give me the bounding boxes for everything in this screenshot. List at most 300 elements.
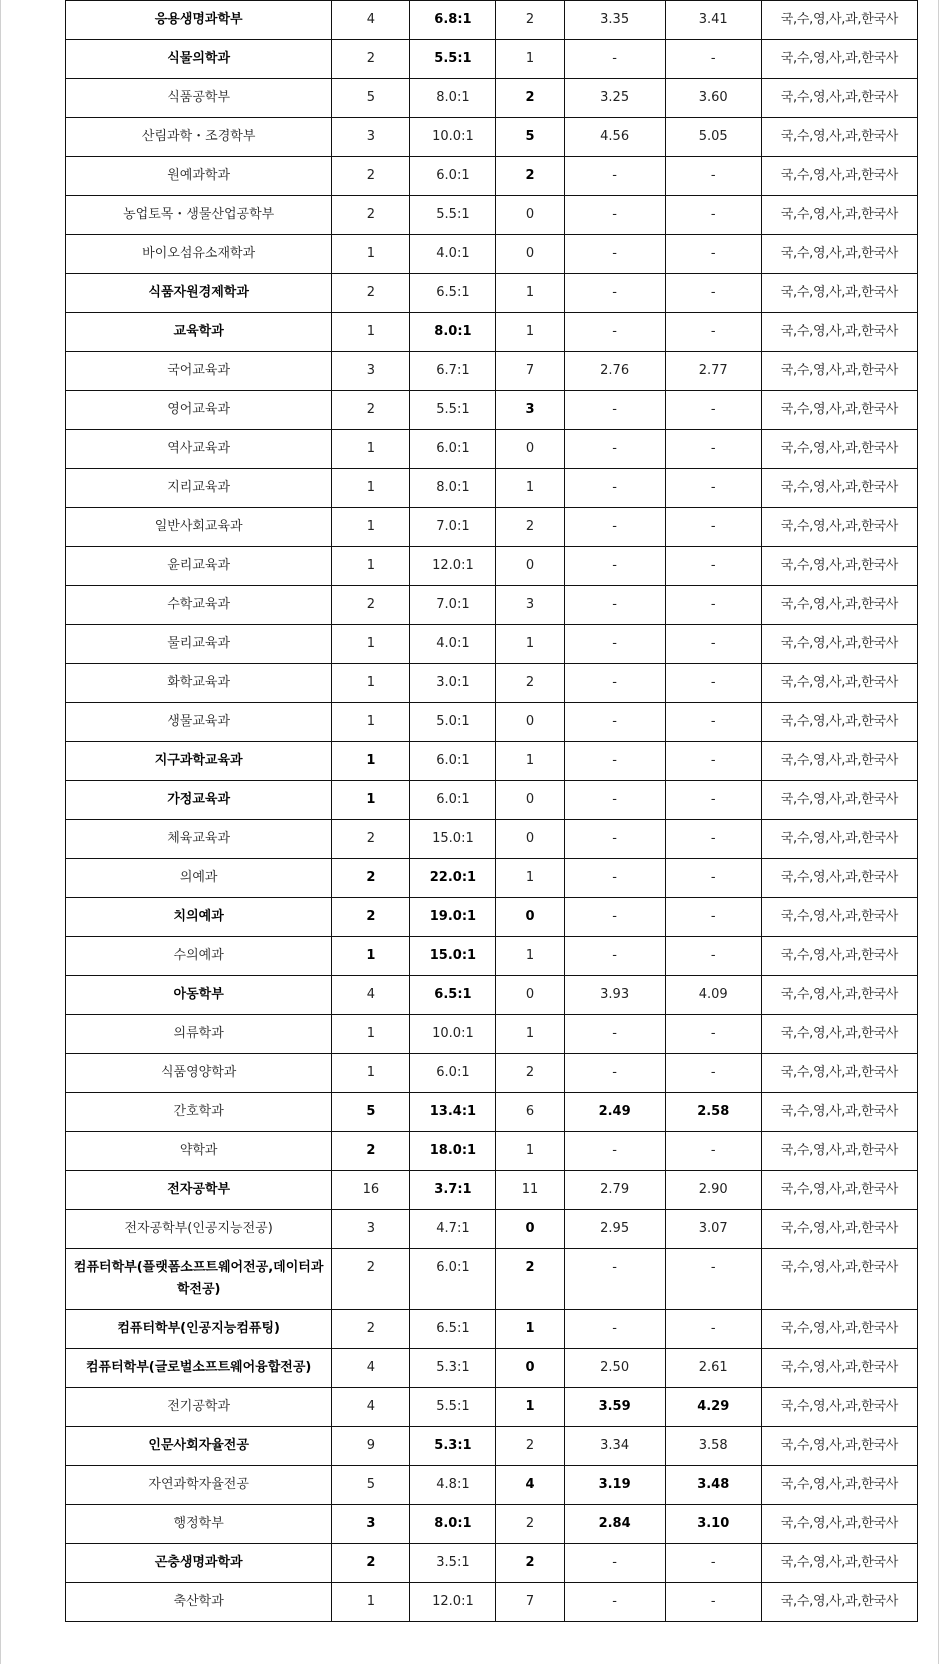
competition-ratio-cell: 6.8:1 [410,1,496,40]
required-subjects-cell: 국,수,영,사,과,한국사 [761,1466,917,1505]
required-subjects-cell: 국,수,영,사,과,한국사 [761,1583,917,1622]
grade-average-cell: - [564,1583,665,1622]
table-row [66,781,918,820]
waitlist-rank-cell: 2 [496,1,564,40]
department-name-cell: 식물의학과 [66,40,332,79]
grade-cutoff-cell: - [665,937,761,976]
table-row [66,79,918,118]
quota-cell: 5 [332,1093,410,1132]
quota-cell: 2 [332,859,410,898]
waitlist-rank-cell: 2 [496,79,564,118]
competition-ratio-cell: 5.5:1 [410,40,496,79]
grade-cutoff-cell: - [665,508,761,547]
table-row [66,742,918,781]
quota-cell: 4 [332,1388,410,1427]
required-subjects-cell: 국,수,영,사,과,한국사 [761,1310,917,1349]
competition-ratio-cell: 5.5:1 [410,196,496,235]
waitlist-rank-cell: 2 [496,1249,564,1310]
required-subjects-cell: 국,수,영,사,과,한국사 [761,586,917,625]
grade-cutoff-cell: - [665,820,761,859]
waitlist-rank-cell: 2 [496,1054,564,1093]
grade-cutoff-cell: 4.29 [665,1388,761,1427]
department-name-cell: 윤리교육과 [66,547,332,586]
waitlist-rank-cell: 2 [496,1427,564,1466]
quota-cell: 1 [332,1054,410,1093]
grade-average-cell: - [564,742,665,781]
waitlist-rank-cell: 1 [496,937,564,976]
required-subjects-cell: 국,수,영,사,과,한국사 [761,313,917,352]
department-name-cell: 컴퓨터학부(플랫폼소프트웨어전공,데이터과학전공) [66,1249,332,1310]
grade-cutoff-cell: 2.90 [665,1171,761,1210]
grade-cutoff-cell: - [665,1583,761,1622]
department-name-cell: 간호학과 [66,1093,332,1132]
grade-cutoff-cell: - [665,664,761,703]
required-subjects-cell: 국,수,영,사,과,한국사 [761,625,917,664]
table-row [66,1132,918,1171]
department-name-cell: 수의예과 [66,937,332,976]
department-name-cell: 지구과학교육과 [66,742,332,781]
grade-cutoff-cell: - [665,625,761,664]
required-subjects-cell: 국,수,영,사,과,한국사 [761,781,917,820]
quota-cell: 1 [332,742,410,781]
waitlist-rank-cell: 0 [496,547,564,586]
table-row [66,313,918,352]
competition-ratio-cell: 8.0:1 [410,1505,496,1544]
department-name-cell: 응용생명과학부 [66,1,332,40]
quota-cell: 4 [332,976,410,1015]
table-row [66,1093,918,1132]
required-subjects-cell: 국,수,영,사,과,한국사 [761,469,917,508]
grade-average-cell: - [564,40,665,79]
waitlist-rank-cell: 1 [496,859,564,898]
required-subjects-cell: 국,수,영,사,과,한국사 [761,1093,917,1132]
required-subjects-cell: 국,수,영,사,과,한국사 [761,1015,917,1054]
grade-cutoff-cell: - [665,430,761,469]
department-name-cell: 수학교육과 [66,586,332,625]
department-name-cell: 축산학과 [66,1583,332,1622]
competition-ratio-cell: 4.7:1 [410,1210,496,1249]
table-row [66,391,918,430]
competition-ratio-cell: 6.0:1 [410,1054,496,1093]
grade-cutoff-cell: 3.60 [665,79,761,118]
required-subjects-cell: 국,수,영,사,과,한국사 [761,703,917,742]
required-subjects-cell: 국,수,영,사,과,한국사 [761,859,917,898]
waitlist-rank-cell: 1 [496,1132,564,1171]
quota-cell: 4 [332,1349,410,1388]
table-row [66,1,918,40]
table-row [66,664,918,703]
admission-results-table [65,0,918,1622]
waitlist-rank-cell: 1 [496,313,564,352]
department-name-cell: 치의예과 [66,898,332,937]
quota-cell: 16 [332,1171,410,1210]
grade-average-cell: 3.59 [564,1388,665,1427]
waitlist-rank-cell: 0 [496,976,564,1015]
required-subjects-cell: 국,수,영,사,과,한국사 [761,1171,917,1210]
required-subjects-cell: 국,수,영,사,과,한국사 [761,976,917,1015]
grade-cutoff-cell: - [665,898,761,937]
table-row [66,1583,918,1622]
grade-average-cell: - [564,1544,665,1583]
grade-average-cell: 3.34 [564,1427,665,1466]
quota-cell: 4 [332,1,410,40]
table-row [66,1054,918,1093]
quota-cell: 1 [332,937,410,976]
required-subjects-cell: 국,수,영,사,과,한국사 [761,820,917,859]
quota-cell: 2 [332,157,410,196]
grade-average-cell: - [564,391,665,430]
required-subjects-cell: 국,수,영,사,과,한국사 [761,1544,917,1583]
grade-average-cell: 3.25 [564,79,665,118]
required-subjects-cell: 국,수,영,사,과,한국사 [761,118,917,157]
required-subjects-cell: 국,수,영,사,과,한국사 [761,430,917,469]
waitlist-rank-cell: 2 [496,508,564,547]
grade-cutoff-cell: - [665,196,761,235]
quota-cell: 1 [332,430,410,469]
grade-cutoff-cell: - [665,313,761,352]
competition-ratio-cell: 5.3:1 [410,1427,496,1466]
department-name-cell: 지리교육과 [66,469,332,508]
quota-cell: 2 [332,391,410,430]
table-row [66,898,918,937]
grade-cutoff-cell: - [665,1310,761,1349]
grade-cutoff-cell: 4.09 [665,976,761,1015]
grade-average-cell: 3.35 [564,1,665,40]
table-row [66,1505,918,1544]
grade-average-cell: - [564,469,665,508]
department-name-cell: 식품자원경제학과 [66,274,332,313]
grade-cutoff-cell: 3.48 [665,1466,761,1505]
table-row [66,508,918,547]
quota-cell: 1 [332,1015,410,1054]
competition-ratio-cell: 15.0:1 [410,937,496,976]
competition-ratio-cell: 5.5:1 [410,391,496,430]
department-name-cell: 인문사회자율전공 [66,1427,332,1466]
quota-cell: 2 [332,1310,410,1349]
competition-ratio-cell: 8.0:1 [410,469,496,508]
quota-cell: 2 [332,1544,410,1583]
competition-ratio-cell: 8.0:1 [410,79,496,118]
required-subjects-cell: 국,수,영,사,과,한국사 [761,1427,917,1466]
grade-cutoff-cell: - [665,157,761,196]
required-subjects-cell: 국,수,영,사,과,한국사 [761,1388,917,1427]
department-name-cell: 의류학과 [66,1015,332,1054]
table-row [66,1171,918,1210]
table-row [66,1349,918,1388]
department-name-cell: 국어교육과 [66,352,332,391]
waitlist-rank-cell: 1 [496,274,564,313]
department-name-cell: 산림과학・조경학부 [66,118,332,157]
table-row [66,235,918,274]
grade-average-cell: - [564,898,665,937]
quota-cell: 2 [332,820,410,859]
quota-cell: 1 [332,625,410,664]
department-name-cell: 곤충생명과학과 [66,1544,332,1583]
grade-average-cell: - [564,703,665,742]
department-name-cell: 컴퓨터학부(글로벌소프트웨어융합전공) [66,1349,332,1388]
table-row [66,1388,918,1427]
waitlist-rank-cell: 0 [496,820,564,859]
grade-cutoff-cell: - [665,781,761,820]
grade-average-cell: 3.19 [564,1466,665,1505]
grade-average-cell: - [564,1132,665,1171]
table-row [66,40,918,79]
grade-average-cell: 4.56 [564,118,665,157]
quota-cell: 3 [332,1210,410,1249]
grade-cutoff-cell: - [665,1249,761,1310]
grade-average-cell: 2.49 [564,1093,665,1132]
table-row [66,1466,918,1505]
grade-cutoff-cell: - [665,391,761,430]
grade-average-cell: - [564,1310,665,1349]
waitlist-rank-cell: 3 [496,586,564,625]
table-row [66,1249,918,1310]
grade-average-cell: 2.76 [564,352,665,391]
quota-cell: 2 [332,1132,410,1171]
grade-cutoff-cell: 3.07 [665,1210,761,1249]
waitlist-rank-cell: 3 [496,391,564,430]
table-row [66,1544,918,1583]
quota-cell: 5 [332,79,410,118]
grade-average-cell: - [564,157,665,196]
department-name-cell: 자연과학자율전공 [66,1466,332,1505]
waitlist-rank-cell: 2 [496,157,564,196]
waitlist-rank-cell: 0 [496,196,564,235]
required-subjects-cell: 국,수,영,사,과,한국사 [761,1210,917,1249]
grade-average-cell: 2.84 [564,1505,665,1544]
required-subjects-cell: 국,수,영,사,과,한국사 [761,664,917,703]
required-subjects-cell: 국,수,영,사,과,한국사 [761,157,917,196]
grade-cutoff-cell: - [665,1015,761,1054]
waitlist-rank-cell: 6 [496,1093,564,1132]
competition-ratio-cell: 10.0:1 [410,1015,496,1054]
grade-average-cell: - [564,937,665,976]
grade-average-cell: - [564,274,665,313]
department-name-cell: 물리교육과 [66,625,332,664]
waitlist-rank-cell: 2 [496,1505,564,1544]
table-row [66,1015,918,1054]
competition-ratio-cell: 6.0:1 [410,742,496,781]
required-subjects-cell: 국,수,영,사,과,한국사 [761,352,917,391]
required-subjects-cell: 국,수,영,사,과,한국사 [761,1505,917,1544]
competition-ratio-cell: 8.0:1 [410,313,496,352]
competition-ratio-cell: 6.0:1 [410,157,496,196]
department-name-cell: 아동학부 [66,976,332,1015]
table-row [66,703,918,742]
grade-cutoff-cell: - [665,586,761,625]
quota-cell: 2 [332,274,410,313]
grade-cutoff-cell: - [665,40,761,79]
required-subjects-cell: 국,수,영,사,과,한국사 [761,391,917,430]
grade-average-cell: - [564,586,665,625]
waitlist-rank-cell: 1 [496,40,564,79]
quota-cell: 1 [332,235,410,274]
quota-cell: 1 [332,508,410,547]
grade-average-cell: - [564,625,665,664]
department-name-cell: 원예과학과 [66,157,332,196]
competition-ratio-cell: 18.0:1 [410,1132,496,1171]
waitlist-rank-cell: 1 [496,625,564,664]
grade-average-cell: - [564,664,665,703]
quota-cell: 3 [332,118,410,157]
department-name-cell: 식품영양학과 [66,1054,332,1093]
department-name-cell: 가정교육과 [66,781,332,820]
quota-cell: 1 [332,781,410,820]
waitlist-rank-cell: 1 [496,469,564,508]
waitlist-rank-cell: 7 [496,1583,564,1622]
grade-cutoff-cell: 3.10 [665,1505,761,1544]
department-name-cell: 영어교육과 [66,391,332,430]
table-row [66,274,918,313]
quota-cell: 1 [332,664,410,703]
required-subjects-cell: 국,수,영,사,과,한국사 [761,547,917,586]
quota-cell: 2 [332,196,410,235]
waitlist-rank-cell: 1 [496,1388,564,1427]
waitlist-rank-cell: 1 [496,1015,564,1054]
required-subjects-cell: 국,수,영,사,과,한국사 [761,508,917,547]
competition-ratio-cell: 5.0:1 [410,703,496,742]
department-name-cell: 식품공학부 [66,79,332,118]
grade-average-cell: - [564,859,665,898]
required-subjects-cell: 국,수,영,사,과,한국사 [761,40,917,79]
waitlist-rank-cell: 0 [496,1349,564,1388]
grade-average-cell: - [564,1249,665,1310]
grade-average-cell: 2.50 [564,1349,665,1388]
waitlist-rank-cell: 1 [496,1310,564,1349]
grade-cutoff-cell: - [665,1544,761,1583]
competition-ratio-cell: 6.5:1 [410,274,496,313]
required-subjects-cell: 국,수,영,사,과,한국사 [761,1054,917,1093]
department-name-cell: 전자공학부 [66,1171,332,1210]
department-name-cell: 생물교육과 [66,703,332,742]
grade-average-cell: - [564,508,665,547]
grade-cutoff-cell: 2.58 [665,1093,761,1132]
grade-cutoff-cell: - [665,1054,761,1093]
competition-ratio-cell: 6.5:1 [410,1310,496,1349]
grade-average-cell: - [564,430,665,469]
waitlist-rank-cell: 2 [496,664,564,703]
required-subjects-cell: 국,수,영,사,과,한국사 [761,937,917,976]
table-row [66,976,918,1015]
grade-average-cell: - [564,196,665,235]
table-body [66,1,918,1622]
grade-cutoff-cell: - [665,274,761,313]
waitlist-rank-cell: 0 [496,781,564,820]
required-subjects-cell: 국,수,영,사,과,한국사 [761,1249,917,1310]
table-row [66,586,918,625]
department-name-cell: 전자공학부(인공지능전공) [66,1210,332,1249]
quota-cell: 1 [332,1583,410,1622]
table-row [66,1210,918,1249]
competition-ratio-cell: 3.5:1 [410,1544,496,1583]
required-subjects-cell: 국,수,영,사,과,한국사 [761,1,917,40]
waitlist-rank-cell: 0 [496,430,564,469]
competition-ratio-cell: 12.0:1 [410,547,496,586]
department-name-cell: 역사교육과 [66,430,332,469]
table-row [66,820,918,859]
department-name-cell: 교육학과 [66,313,332,352]
department-name-cell: 행정학부 [66,1505,332,1544]
grade-cutoff-cell: - [665,742,761,781]
quota-cell: 2 [332,586,410,625]
required-subjects-cell: 국,수,영,사,과,한국사 [761,235,917,274]
grade-average-cell: - [564,781,665,820]
grade-cutoff-cell: - [665,859,761,898]
required-subjects-cell: 국,수,영,사,과,한국사 [761,1132,917,1171]
grade-average-cell: - [564,547,665,586]
competition-ratio-cell: 3.0:1 [410,664,496,703]
grade-average-cell: - [564,235,665,274]
grade-cutoff-cell: - [665,1132,761,1171]
table-row [66,430,918,469]
grade-average-cell: 2.79 [564,1171,665,1210]
grade-cutoff-cell: 2.61 [665,1349,761,1388]
waitlist-rank-cell: 0 [496,1210,564,1249]
waitlist-rank-cell: 7 [496,352,564,391]
waitlist-rank-cell: 0 [496,703,564,742]
quota-cell: 2 [332,40,410,79]
waitlist-rank-cell: 0 [496,235,564,274]
grade-average-cell: - [564,1015,665,1054]
quota-cell: 3 [332,1505,410,1544]
table-row [66,352,918,391]
required-subjects-cell: 국,수,영,사,과,한국사 [761,1349,917,1388]
competition-ratio-cell: 6.0:1 [410,430,496,469]
department-name-cell: 화학교육과 [66,664,332,703]
required-subjects-cell: 국,수,영,사,과,한국사 [761,898,917,937]
required-subjects-cell: 국,수,영,사,과,한국사 [761,196,917,235]
competition-ratio-cell: 6.5:1 [410,976,496,1015]
competition-ratio-cell: 12.0:1 [410,1583,496,1622]
competition-ratio-cell: 6.7:1 [410,352,496,391]
waitlist-rank-cell: 4 [496,1466,564,1505]
department-name-cell: 농업토목・생물산업공학부 [66,196,332,235]
department-name-cell: 체육교육과 [66,820,332,859]
table-row [66,1427,918,1466]
competition-ratio-cell: 4.0:1 [410,235,496,274]
quota-cell: 1 [332,313,410,352]
competition-ratio-cell: 7.0:1 [410,586,496,625]
grade-average-cell: - [564,313,665,352]
table-row [66,625,918,664]
competition-ratio-cell: 22.0:1 [410,859,496,898]
table-row [66,937,918,976]
competition-ratio-cell: 3.7:1 [410,1171,496,1210]
grade-cutoff-cell: 3.41 [665,1,761,40]
department-name-cell: 약학과 [66,1132,332,1171]
department-name-cell: 컴퓨터학부(인공지능컴퓨팅) [66,1310,332,1349]
grade-cutoff-cell: 5.05 [665,118,761,157]
grade-cutoff-cell: - [665,547,761,586]
table-row [66,469,918,508]
table-row [66,547,918,586]
grade-cutoff-cell: - [665,469,761,508]
department-name-cell: 일반사회교육과 [66,508,332,547]
quota-cell: 1 [332,703,410,742]
waitlist-rank-cell: 2 [496,1544,564,1583]
waitlist-rank-cell: 1 [496,742,564,781]
grade-average-cell: - [564,1054,665,1093]
grade-average-cell: 3.93 [564,976,665,1015]
grade-cutoff-cell: - [665,703,761,742]
quota-cell: 2 [332,898,410,937]
quota-cell: 1 [332,469,410,508]
competition-ratio-cell: 4.8:1 [410,1466,496,1505]
table-row [66,157,918,196]
department-name-cell: 바이오섬유소재학과 [66,235,332,274]
grade-average-cell: 2.95 [564,1210,665,1249]
competition-ratio-cell: 13.4:1 [410,1093,496,1132]
